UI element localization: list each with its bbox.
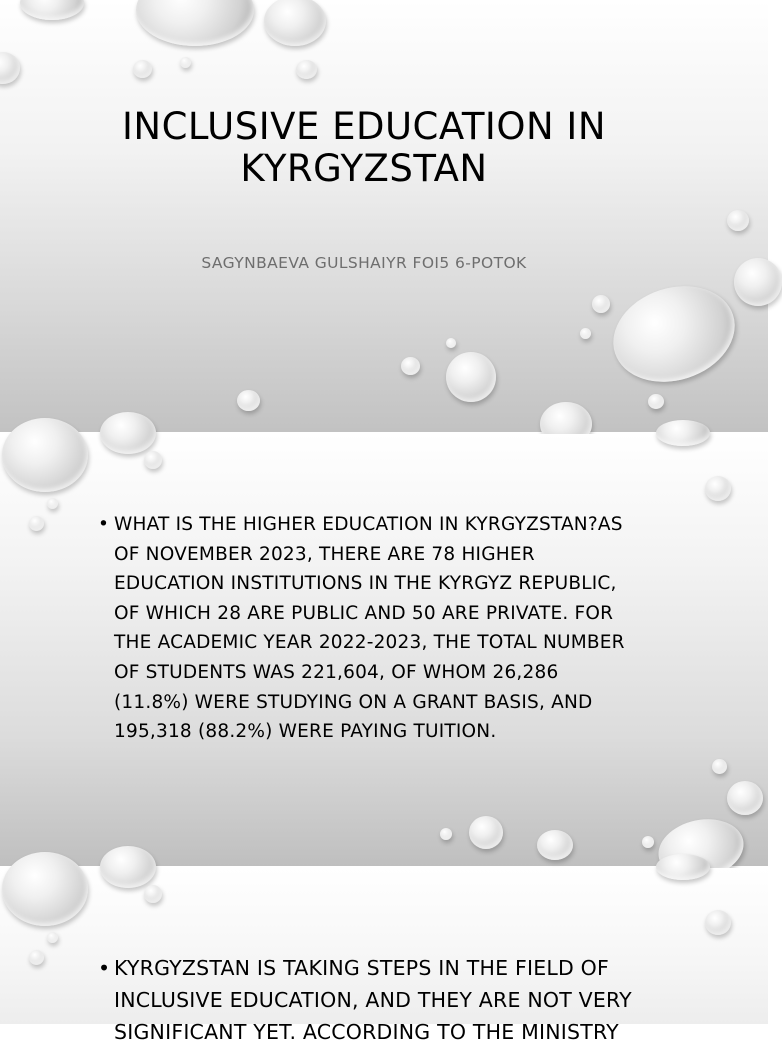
list-item xyxy=(98,952,698,1048)
water-drop xyxy=(20,0,84,20)
water-drop xyxy=(47,932,58,943)
water-drop xyxy=(734,258,782,306)
water-drop xyxy=(47,498,58,509)
water-drop xyxy=(642,836,654,848)
water-drop xyxy=(712,759,727,774)
water-drop xyxy=(136,0,254,46)
water-drop xyxy=(580,328,591,339)
bullet-list xyxy=(98,952,698,1048)
water-drop xyxy=(656,854,710,880)
water-drop xyxy=(2,852,88,926)
water-drop xyxy=(727,210,749,231)
water-drop xyxy=(0,52,20,84)
list-item xyxy=(98,510,628,747)
water-drop xyxy=(29,950,44,965)
water-drop xyxy=(237,390,260,411)
water-drop xyxy=(446,338,456,348)
bullet-text: WHAT IS THE HIGHER EDUCATION IN KYRGYZSTAN?AS OF NOVEMBER 2023, THERE ARE 78 HIGHER EDUCATION INSTITUTIONS IN THE KYRGYZ REPUBLIC, OF WHICH 28 ARE PUBLIC AND 50 ARE PRIVATE. FOR THE ACADEMIC YEAR 2022-2023, THE TOTAL NUMBER OF STUDENTS WAS 221,604, OF WHOM 26,286 (11.8%) WERE STUDYING ON A GRANT BASIS, AND 195,318 (88.2%) WERE PAYING TUITION. xyxy=(114,514,625,743)
water-drop xyxy=(446,352,496,402)
slide-subtitle: SAGYNBAEVA GULSHAIYR FOI5 6-POTOK xyxy=(201,254,527,272)
water-drop xyxy=(648,394,664,409)
water-drop xyxy=(592,295,610,313)
bullet-text: KYRGYZSTAN IS TAKING STEPS IN THE FIELD OF INCLUSIVE EDUCATION, AND THEY ARE NOT VERY SIGNIFICANT YET. ACCORDING TO THE MINISTRY xyxy=(114,956,632,1044)
bullet-marker: • xyxy=(98,956,111,980)
water-drop xyxy=(29,516,44,531)
content-slide xyxy=(0,434,768,866)
water-drop xyxy=(296,60,317,79)
water-drop xyxy=(144,451,162,469)
slide-title: INCLUSIVE EDUCATION IN KYRGYZSTAN xyxy=(121,105,606,190)
water-drop xyxy=(100,846,156,888)
water-drop xyxy=(180,57,191,68)
water-drop xyxy=(537,830,573,860)
water-drop xyxy=(705,910,731,935)
water-drop xyxy=(727,781,763,815)
content-slide xyxy=(0,868,768,1044)
water-drop xyxy=(656,420,710,446)
title-slide xyxy=(0,0,768,432)
water-drop xyxy=(133,60,152,78)
water-drop xyxy=(100,412,156,454)
water-drop xyxy=(144,885,162,903)
water-drop xyxy=(2,418,88,492)
water-drop xyxy=(469,816,503,849)
bullet-marker: • xyxy=(98,514,110,535)
bullet-list xyxy=(98,510,628,747)
water-drop xyxy=(601,271,747,397)
water-drop xyxy=(440,828,452,840)
water-drop xyxy=(401,357,420,375)
water-drop xyxy=(264,0,326,46)
water-drop xyxy=(705,476,731,501)
